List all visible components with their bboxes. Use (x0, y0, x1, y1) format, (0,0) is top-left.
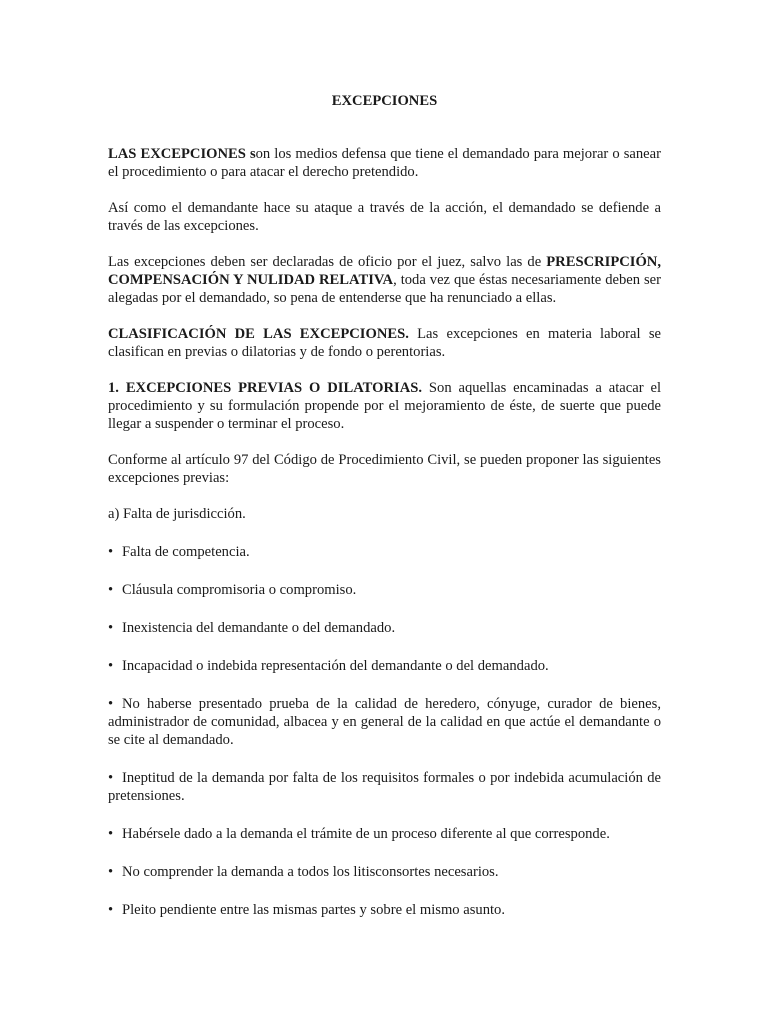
list-item-text: Falta de competencia. (122, 544, 250, 560)
paragraph-previas (108, 379, 661, 433)
bullet-icon: • (108, 770, 114, 786)
list-item (108, 901, 661, 919)
paragraph-defense: Así como el demandante hace su ataque a través de la acción, el demandado se defiende a través de las excepciones. (108, 200, 661, 234)
bullet-icon: • (108, 696, 114, 712)
list-item-text: Incapacidad o indebida representación del demandante o del demandado. (122, 658, 549, 674)
paragraph-declared-text-b: , toda vez que éstas necesariamente deben ser alegadas por el demandado, so pena de entenderse que ha renunciado a ellas. (108, 272, 661, 306)
document-body (108, 92, 661, 939)
bullet-icon: • (108, 902, 114, 918)
paragraph-definition-text: on los medios defensa que tiene el demandado para mejorar o sanear el procedimiento o para atacar el derecho pretendido. (108, 146, 661, 180)
document-title: EXCEPCIONES (331, 93, 438, 109)
bullet-icon: • (108, 544, 114, 560)
paragraph-classification-bold: CLASIFICACIÓN DE LAS EXCEPCIONES. (108, 326, 409, 342)
paragraph-classification (108, 325, 661, 361)
list-item (108, 695, 661, 749)
list-item-text: Pleito pendiente entre las mismas partes y sobre el mismo asunto. (122, 902, 506, 918)
bullet-icon: • (108, 826, 114, 842)
paragraph-declared-text-a: Las excepciones deben ser declaradas de oficio por el juez, salvo las de (108, 254, 547, 270)
list-item-text: No comprender la demanda a todos los litisconsortes necesarios. (122, 864, 499, 880)
bullet-icon: • (108, 582, 114, 598)
bullet-icon: • (108, 658, 114, 674)
paragraph-article-97: Conforme al artículo 97 del Código de Procedimiento Civil, se pueden proponer las siguientes excepciones previas: (108, 452, 661, 486)
list-item (108, 863, 661, 881)
list-item-text: Cláusula compromisoria o compromiso. (122, 582, 357, 598)
list-item (108, 769, 661, 805)
paragraph-classification-text: Las excepciones en materia laboral se clasifican en previas o dilatorias y de fondo o perentorias. (108, 326, 661, 360)
list-item-text: Habérsele dado a la demanda el trámite de un proceso diferente al que corresponde. (122, 826, 610, 842)
paragraph-definition-bold: LAS EXCEPCIONES s (108, 146, 256, 162)
paragraph-declared-bold: PRESCRIPCIÓN, COMPENSACIÓN Y NULIDAD RELATIVA (108, 254, 661, 288)
list-item (108, 619, 661, 637)
list-item (108, 657, 661, 675)
paragraph-definition (108, 145, 661, 181)
list-item-text: Ineptitud de la demanda por falta de los requisitos formales o por indebida acumulación de pretensiones. (108, 770, 661, 804)
list-item (108, 825, 661, 843)
list-item-a: a) Falta de jurisdicción. (108, 506, 246, 522)
exceptions-list (108, 543, 661, 919)
bullet-icon: • (108, 864, 114, 880)
paragraph-declared (108, 253, 661, 307)
list-item-text: No haberse presentado prueba de la calidad de heredero, cónyuge, curador de bienes, administrador de comunidad, albacea y en general de la calidad en que actúe el demandante o se cite al demandado. (108, 696, 661, 748)
list-item (108, 543, 661, 561)
list-item-text: Inexistencia del demandante o del demandado. (122, 620, 396, 636)
paragraph-previas-text: Son aquellas encaminadas a atacar el procedimiento y su formulación propende por el mejoramiento de éste, de suerte que puede llegar a suspender o terminar el proceso. (108, 380, 661, 432)
bullet-icon: • (108, 620, 114, 636)
list-item (108, 581, 661, 599)
paragraph-previas-bold: 1. EXCEPCIONES PREVIAS O DILATORIAS. (108, 380, 423, 396)
